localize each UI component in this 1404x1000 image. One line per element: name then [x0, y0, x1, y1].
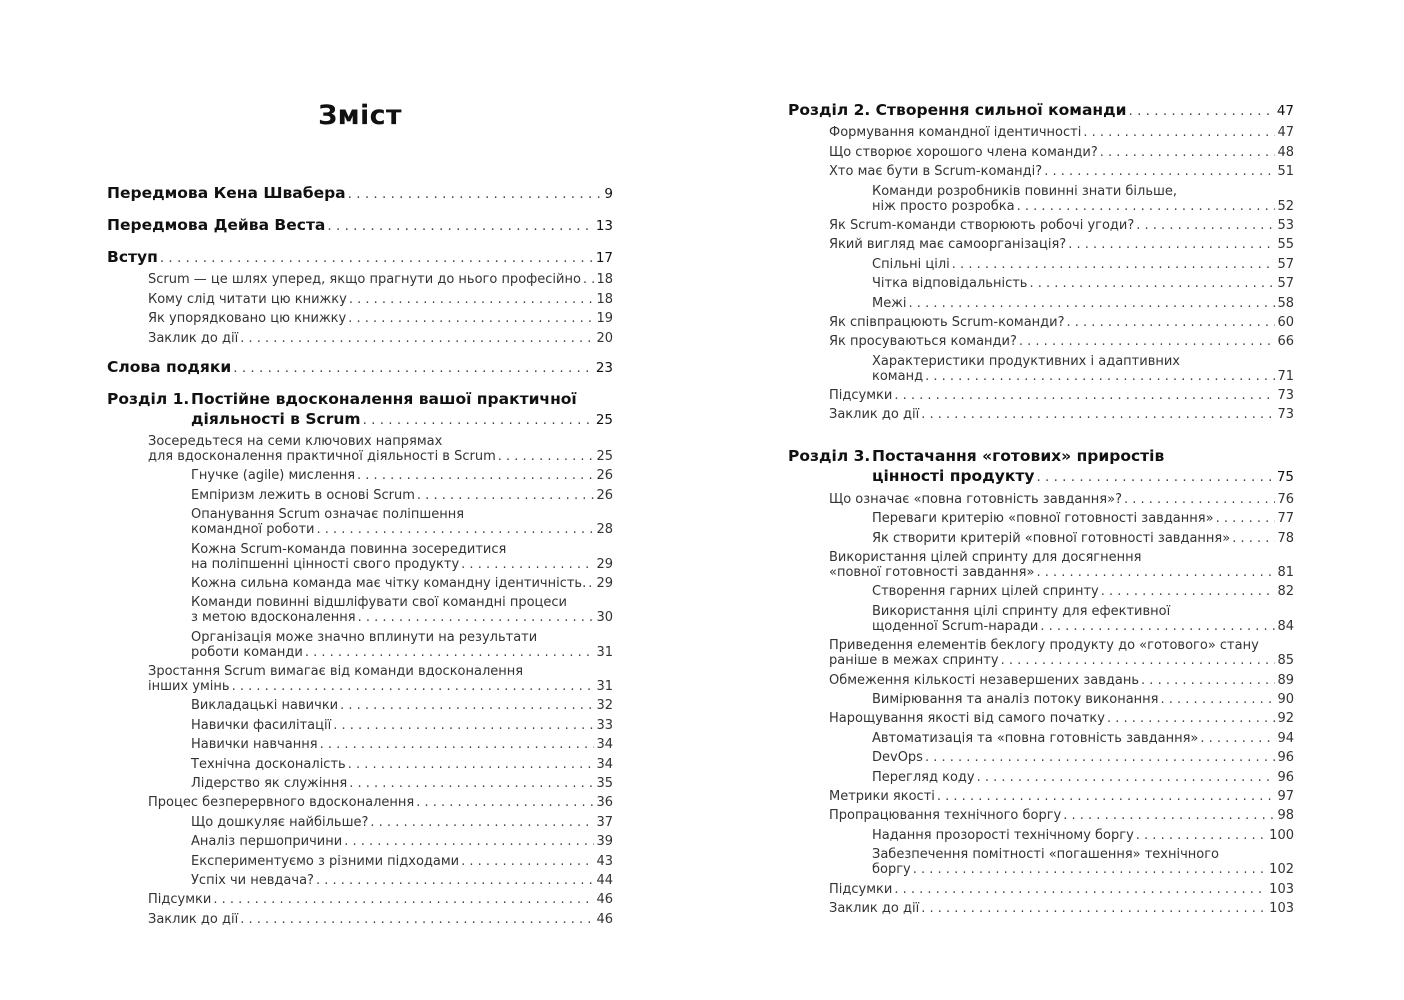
- page-number: 46: [596, 911, 613, 927]
- dot-leader: [305, 645, 595, 660]
- toc-subsubsection-entry[interactable]: [788, 511, 1294, 526]
- toc-subsection-entry[interactable]: [788, 237, 1294, 252]
- entry-title: Створення гарних цілей спринту: [872, 584, 1099, 600]
- page-number: 25: [596, 448, 613, 464]
- page-number: 96: [1277, 769, 1294, 785]
- dot-leader: [461, 854, 594, 869]
- entry-title: Як просуваються команди?: [829, 334, 1017, 350]
- dot-leader: [1083, 125, 1275, 140]
- page-number: 98: [1277, 808, 1294, 824]
- entry-title: Чітка відповідальність: [872, 276, 1028, 292]
- dot-leader: [1129, 101, 1275, 121]
- dot-leader: [1124, 492, 1275, 507]
- toc-subsubsection-entry[interactable]: [788, 770, 1294, 785]
- entry-title: Вступ: [107, 248, 158, 266]
- dot-leader: [344, 834, 594, 849]
- page-number: 20: [596, 330, 613, 346]
- entry-title: Підсумки: [829, 881, 893, 897]
- toc-subsection-entry[interactable]: [788, 315, 1294, 330]
- entry-title: Що створює хорошого члена команди?: [829, 144, 1098, 160]
- entry-title: Як упорядковано цю книжку: [148, 311, 347, 327]
- toc-chapter-entry[interactable]: [788, 446, 1294, 487]
- toc-subsubsection-entry[interactable]: [788, 692, 1294, 707]
- entry-title: Експериментуємо з різними підходами: [191, 853, 460, 869]
- toc-subsection-entry[interactable]: [788, 125, 1294, 140]
- entry-title: Обмеження кількості незавершених завдань: [829, 672, 1140, 688]
- entry-title: Заклик до дії: [148, 330, 239, 346]
- toc-subsubsection-entry[interactable]: [107, 595, 613, 625]
- entry-title: раніше в межах спринту: [829, 653, 999, 669]
- entry-title-line1: Зростання Scrum вимагає від команди вдосконалення: [148, 664, 524, 680]
- dot-leader: [937, 789, 1276, 804]
- entry-title: Перегляд коду: [872, 769, 975, 785]
- entry-title: Передмова Дейва Веста: [107, 216, 326, 234]
- page-number: 29: [596, 575, 613, 591]
- toc-subsection-entry[interactable]: [107, 311, 613, 326]
- dot-leader: [588, 576, 594, 591]
- dot-leader: [1001, 653, 1276, 668]
- entry-title: для вдосконалення практичної діяльності в Scrum: [148, 448, 496, 464]
- page-number: 82: [1277, 584, 1294, 600]
- toc-subsubsection-entry[interactable]: [107, 630, 613, 660]
- entry-title: Успіх чи невдача?: [191, 872, 314, 888]
- page-number: 44: [596, 872, 613, 888]
- page-title: Зміст: [318, 100, 402, 131]
- toc-subsection-entry[interactable]: [107, 272, 613, 287]
- entry-title: боргу: [872, 862, 911, 878]
- entry-title: Технічна досконалість: [191, 756, 346, 772]
- dot-leader: [1068, 237, 1275, 252]
- entry-title: Процес безперервного вдосконалення: [148, 795, 415, 811]
- dot-leader: [232, 679, 595, 694]
- entry-title: Хто має бути в Scrum-команді?: [829, 164, 1043, 180]
- page-number: 36: [596, 795, 613, 811]
- entry-title: Вимірювання та аналіз потоку виконання: [872, 691, 1159, 707]
- toc-subsection-entry[interactable]: [788, 789, 1294, 804]
- page-number: 34: [596, 737, 613, 753]
- toc-subsection-entry[interactable]: [788, 334, 1294, 349]
- entry-title: Переваги критерію «повної готовності завдання»: [872, 511, 1214, 527]
- page-number: 51: [1277, 164, 1294, 180]
- page-number: 19: [596, 311, 613, 327]
- entry-title: з метою вдосконалення: [191, 610, 356, 626]
- entry-title: Заклик до дії: [829, 900, 920, 916]
- entry-title: на поліпшенні цінності свого продукту: [191, 556, 460, 572]
- dot-leader: [1044, 164, 1275, 179]
- page-number: 77: [1277, 511, 1294, 527]
- toc-subsubsection-entry[interactable]: [107, 468, 613, 483]
- toc-subsubsection-entry[interactable]: [107, 542, 613, 572]
- page-number: 47: [1277, 125, 1294, 141]
- entry-title: цінності продукту: [872, 467, 1035, 486]
- entry-title: Заклик до дії: [829, 407, 920, 423]
- page-number: 13: [595, 218, 613, 234]
- dot-leader: [1141, 673, 1275, 688]
- dot-leader: [1036, 467, 1274, 487]
- dot-leader: [1136, 218, 1275, 233]
- dot-leader: [1100, 145, 1276, 160]
- toc-subsubsection-entry[interactable]: [788, 296, 1294, 311]
- entry-title: ніж просто розробка: [872, 198, 1015, 214]
- toc-subsection-entry[interactable]: [788, 388, 1294, 403]
- page-number: 100: [1269, 827, 1294, 843]
- dot-leader: [1216, 511, 1276, 526]
- entry-title: щоденної Scrum-наради: [872, 618, 1039, 634]
- toc-subsubsection-entry[interactable]: [788, 731, 1294, 746]
- entry-title: Метрики якості: [829, 788, 935, 804]
- page-number: 60: [1277, 314, 1294, 330]
- toc-section-entry[interactable]: [788, 100, 1294, 121]
- dot-leader: [894, 388, 1275, 403]
- chapter-number: Розділ 3.: [788, 447, 871, 466]
- page-number: 58: [1277, 295, 1294, 311]
- page-number: 43: [596, 853, 613, 869]
- toc-subsubsection-entry[interactable]: [107, 737, 613, 752]
- entry-title: Розділ 2. Створення сильної команди: [788, 101, 1127, 119]
- dot-leader: [1017, 199, 1276, 214]
- entry-title: команд: [872, 368, 924, 384]
- page-number: 85: [1277, 653, 1294, 669]
- page-number: 28: [596, 522, 613, 538]
- dot-leader: [320, 737, 595, 752]
- page-number: 55: [1277, 237, 1294, 253]
- toc-subsubsection-entry[interactable]: [107, 488, 613, 503]
- page-number: 23: [595, 359, 613, 376]
- dot-leader: [316, 522, 594, 537]
- page-number: 39: [596, 834, 613, 850]
- dot-leader: [925, 369, 1275, 384]
- page-number: 94: [1277, 730, 1294, 746]
- page-number: 90: [1277, 691, 1294, 707]
- toc-subsubsection-entry[interactable]: [107, 873, 613, 888]
- dot-leader: [921, 407, 1275, 422]
- dot-leader: [349, 292, 595, 307]
- page-number: 71: [1277, 368, 1294, 384]
- page-number: 97: [1277, 788, 1294, 804]
- dot-leader: [952, 257, 1276, 272]
- page-number: 84: [1277, 618, 1294, 634]
- page-number: 48: [1277, 144, 1294, 160]
- page-number: 73: [1277, 388, 1294, 404]
- page-number: 75: [1276, 469, 1294, 486]
- toc-subsubsection-entry[interactable]: [788, 257, 1294, 272]
- toc-subsubsection-entry[interactable]: [107, 815, 613, 830]
- entry-title-line1: Команди розробників повинні знати більше,: [872, 183, 1178, 199]
- entry-title: Передмова Кена Швабера: [107, 184, 346, 202]
- toc-subsubsection-entry[interactable]: [107, 776, 613, 791]
- page-number: 26: [596, 487, 613, 503]
- dot-leader: [348, 311, 594, 326]
- entry-title: Нарощування якості від самого початку: [829, 711, 1105, 727]
- dot-leader: [977, 770, 1276, 785]
- entry-title: Кожна сильна команда має чітку командну ідентичність.: [191, 575, 587, 591]
- entry-title: Що означає «повна готовність завдання»?: [829, 491, 1122, 507]
- toc-subsubsection-entry[interactable]: [107, 718, 613, 733]
- entry-title-line1: Приведення елементів беклогу продукту до «готового» стану: [829, 638, 1259, 654]
- page-number: 102: [1269, 862, 1294, 878]
- dot-leader: [358, 610, 595, 625]
- page-number: 103: [1269, 900, 1294, 916]
- dot-leader: [349, 776, 594, 791]
- dot-leader: [1019, 334, 1276, 349]
- toc-subsection-entry[interactable]: [107, 795, 613, 810]
- page-number: 46: [596, 892, 613, 908]
- dot-leader: [348, 184, 603, 204]
- dot-leader: [1136, 828, 1267, 843]
- page-number: 66: [1277, 334, 1294, 350]
- toc-section-entry[interactable]: [107, 247, 613, 268]
- toc-subsubsection-entry[interactable]: [788, 531, 1294, 546]
- dot-leader: [416, 795, 594, 810]
- toc-subsubsection-entry[interactable]: [788, 584, 1294, 599]
- dot-leader: [921, 901, 1267, 916]
- page-number: 37: [596, 814, 613, 830]
- page-number: 89: [1277, 672, 1294, 688]
- entry-title: Навички навчання: [191, 737, 318, 753]
- dot-leader: [316, 873, 595, 888]
- toc-subsubsection-entry[interactable]: [788, 847, 1294, 877]
- page-number: 52: [1277, 198, 1294, 214]
- entry-title-line1: Забезпечення помітності «погашення» технічного: [872, 847, 1220, 863]
- entry-title-line1: Зосередьтеся на семи ключових напрямах: [148, 433, 443, 449]
- page-number: 17: [595, 250, 613, 266]
- dot-leader: [1101, 584, 1276, 599]
- entry-title: Межі: [872, 295, 907, 311]
- toc-subsubsection-entry[interactable]: [788, 750, 1294, 765]
- page-number: 73: [1277, 407, 1294, 423]
- entry-title-line1: Постійне вдосконалення вашої практичної: [191, 389, 577, 408]
- dot-leader: [370, 815, 594, 830]
- entry-title-line1: Організація може значно вплинути на результати: [191, 629, 538, 645]
- dot-leader: [1067, 315, 1276, 330]
- page-number: 9: [604, 186, 613, 202]
- page-number: 29: [596, 556, 613, 572]
- toc-subsubsection-entry[interactable]: [788, 604, 1294, 634]
- toc-subsection-entry[interactable]: [788, 145, 1294, 160]
- toc-subsubsection-entry[interactable]: [107, 854, 613, 869]
- entry-title: Що дошкуляє найбільше?: [191, 814, 369, 830]
- entry-title-line1: Використання цілей спринту для досягнення: [829, 550, 1142, 566]
- page-number: 103: [1269, 881, 1294, 897]
- toc-subsection-entry[interactable]: [788, 711, 1294, 726]
- toc-section-entry[interactable]: [107, 215, 613, 236]
- entry-title: Кому слід читати цю книжку: [148, 291, 347, 307]
- page-number: 26: [596, 468, 613, 484]
- entry-title-line1: Постачання «готових» приростів: [872, 447, 1165, 466]
- page-number: 31: [596, 644, 613, 660]
- toc-subsubsection-entry[interactable]: [107, 834, 613, 849]
- toc-subsubsection-entry[interactable]: [788, 184, 1294, 214]
- entry-title: Спільні цілі: [872, 256, 950, 272]
- toc-subsubsection-entry[interactable]: [107, 757, 613, 772]
- toc-section-entry[interactable]: [107, 183, 613, 204]
- entry-title: Scrum — це шлях уперед, якщо прагнути до нього професійно: [148, 272, 581, 288]
- dot-leader: [461, 557, 594, 572]
- dot-leader: [1063, 808, 1275, 823]
- entry-title: Як створити критерій «повної готовності завдання»: [872, 530, 1231, 546]
- toc-subsection-entry[interactable]: [788, 808, 1294, 823]
- toc-subsection-entry[interactable]: [107, 434, 613, 464]
- toc-subsubsection-entry[interactable]: [788, 828, 1294, 843]
- entry-title-line1: Кожна Scrum-команда повинна зосередитися: [191, 541, 507, 557]
- chapter-number: Розділ 1.: [107, 389, 190, 408]
- dot-leader: [913, 862, 1267, 877]
- dot-leader: [240, 331, 594, 346]
- dot-leader: [160, 248, 594, 268]
- entry-title: командної роботи: [191, 522, 315, 538]
- entry-title: DevOps: [872, 750, 923, 766]
- entry-title: діяльності в Scrum: [191, 409, 361, 428]
- entry-title: Лідерство як служіння: [191, 776, 348, 792]
- toc-subsubsection-entry[interactable]: [788, 276, 1294, 291]
- dot-leader: [1232, 531, 1275, 546]
- entry-title: Який вигляд має самоорганізація?: [829, 237, 1067, 253]
- entry-title: Як Scrum-команди створюють робочі угоди?: [829, 217, 1135, 233]
- entry-title-line1: Характеристики продуктивних і адаптивних: [872, 353, 1181, 369]
- entry-title: інших умінь: [148, 679, 230, 695]
- dot-leader: [583, 272, 595, 287]
- entry-title: Підсумки: [148, 892, 212, 908]
- toc-subsection-entry[interactable]: [788, 550, 1294, 580]
- toc-chapter-entry[interactable]: [107, 389, 613, 430]
- dot-leader: [348, 757, 595, 772]
- page-number: 57: [1277, 276, 1294, 292]
- dot-leader: [1029, 276, 1275, 291]
- page-number: 31: [596, 679, 613, 695]
- toc-list-left: [107, 183, 613, 927]
- toc-subsubsection-entry[interactable]: [107, 507, 613, 537]
- entry-title: Пропрацювання технічного боргу: [829, 808, 1062, 824]
- dot-leader: [363, 410, 594, 430]
- toc-subsection-entry[interactable]: [107, 664, 613, 694]
- page-number: 57: [1277, 256, 1294, 272]
- dot-leader: [1161, 692, 1276, 707]
- entry-title: Формування командної ідентичності: [829, 125, 1082, 141]
- dot-leader: [1107, 711, 1275, 726]
- dot-leader: [1040, 619, 1275, 634]
- dot-leader: [327, 216, 593, 236]
- entry-title: Як співпрацюють Scrum-команди?: [829, 314, 1065, 330]
- toc-subsection-entry[interactable]: [788, 638, 1294, 668]
- entry-title-line1: Команди повинні відшліфувати свої командні процеси: [191, 595, 567, 611]
- toc-subsubsection-entry[interactable]: [107, 698, 613, 713]
- page-number: 34: [596, 756, 613, 772]
- toc-subsection-entry[interactable]: [788, 218, 1294, 233]
- toc-subsubsection-entry[interactable]: [107, 576, 613, 591]
- page-number: 92: [1277, 711, 1294, 727]
- toc-subsection-entry[interactable]: [788, 882, 1294, 897]
- dot-leader: [909, 296, 1276, 311]
- page-number: 35: [596, 776, 613, 792]
- page-number: 25: [595, 411, 613, 428]
- dot-leader: [417, 488, 595, 503]
- page-number: 96: [1277, 750, 1294, 766]
- dot-leader: [340, 698, 594, 713]
- dot-leader: [1200, 731, 1275, 746]
- page-number: 18: [596, 272, 613, 288]
- dot-leader: [357, 468, 594, 483]
- page-number: 18: [596, 291, 613, 307]
- dot-leader: [240, 912, 594, 927]
- toc-subsection-entry[interactable]: [788, 673, 1294, 688]
- entry-title: Викладацькі навички: [191, 698, 339, 714]
- entry-title: «повної готовності завдання»: [829, 565, 1035, 581]
- toc-subsection-entry[interactable]: [107, 892, 613, 907]
- entry-title: Аналіз першопричини: [191, 834, 343, 850]
- toc-subsection-entry[interactable]: [788, 901, 1294, 916]
- entry-title: роботи команди: [191, 644, 303, 660]
- dot-leader: [894, 882, 1267, 897]
- page-number: 32: [596, 698, 613, 714]
- page-number: 76: [1277, 491, 1294, 507]
- dot-leader: [333, 718, 594, 733]
- entry-title: Слова подяки: [107, 357, 232, 376]
- page-number: 33: [596, 717, 613, 733]
- page-number: 78: [1277, 530, 1294, 546]
- page-number: 47: [1276, 103, 1294, 119]
- toc-subsection-entry[interactable]: [107, 292, 613, 307]
- entry-title: Підсумки: [829, 388, 893, 404]
- dot-leader: [213, 892, 594, 907]
- toc-subsection-entry[interactable]: [788, 164, 1294, 179]
- toc-section-entry[interactable]: [107, 357, 613, 378]
- page-number: 81: [1277, 565, 1294, 581]
- toc-subsubsection-entry[interactable]: [788, 354, 1294, 384]
- page-number: 30: [596, 610, 613, 626]
- entry-title: Навички фасилітації: [191, 717, 332, 733]
- toc-subsection-entry[interactable]: [107, 331, 613, 346]
- entry-title: Автоматизація та «повна готовність завдання»: [872, 730, 1199, 746]
- dot-leader: [498, 449, 595, 464]
- dot-leader: [233, 358, 594, 378]
- toc-subsection-entry[interactable]: [788, 492, 1294, 507]
- dot-leader: [1036, 565, 1275, 580]
- page-number: 53: [1277, 217, 1294, 233]
- toc-subsection-entry[interactable]: [788, 407, 1294, 422]
- toc-list-right: [788, 100, 1294, 916]
- entry-title: Надання прозорості технічному боргу: [872, 827, 1134, 843]
- entry-title: Заклик до дії: [148, 911, 239, 927]
- toc-subsection-entry[interactable]: [107, 912, 613, 927]
- entry-title-line1: Опанування Scrum означає поліпшення: [191, 507, 465, 523]
- entry-title: Гнучке (agile) мислення: [191, 468, 356, 484]
- entry-title-line1: Використання цілі спринту для ефективної: [872, 603, 1171, 619]
- dot-leader: [925, 750, 1275, 765]
- entry-title: Емпіризм лежить в основі Scrum: [191, 487, 415, 503]
